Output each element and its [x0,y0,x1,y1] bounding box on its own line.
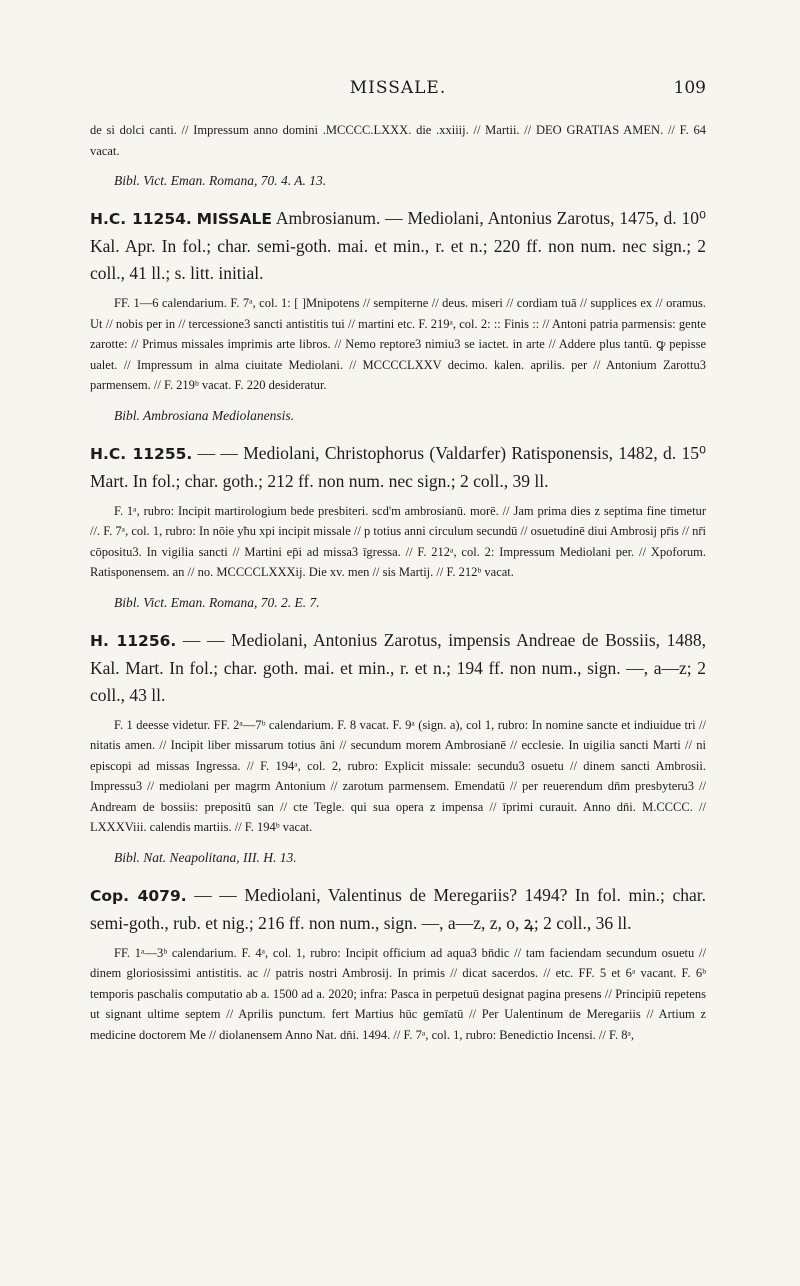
entry-heading-text: — — Mediolani, Valentinus de Meregariis? 1494? In fol. min.; char. semi-goth., rub. et nig.; 216 ff. non num., sign. —, a—z, z, o, ꝝ; 2 coll., 36 ll. [90,884,707,933]
entry-ref: H.C. 11254. [90,210,192,228]
intro-bibl: Bibl. Vict. Eman. Romana, 70. 4. A. 13. [114,173,327,188]
entry-bibl: Bibl. Vict. Eman. Romana, 70. 2. E. 7. [114,594,320,610]
intro-text: de si dolci canti. // Impressum anno domini .MCCCC.LXXX. die .xxiiij. // Martii. // DEO GRATIAS AMEN. // F. 64 vacat. [90,123,706,158]
entry-heading [90,440,706,495]
entry-description: FF. 1—6 calendarium. F. 7ᵃ, col. 1: [ ]Mnipotens // sempiterne // deus. miseri // cordiam tuā // supplices ex // oramus. Ut // nobis per in // tercessione3 sancti antistitis tui // martini etc. F. 219ᵃ, col. 2: :: Finis :: // Antoni patria parmensis: gente zarotte: // Primus missales imprimis arte libros. // Nemo reptore3 nimiu3 se iactet. in arte // Addere plus tantū. ꝙ pepisse ualet. // Impressum in alma ciuitate Mediolani. // MCCCCLXXV decimo. kalen. aprilis. per // Antonium Zarottu3 parmensem. // F. 219ᵇ vacat. F. 220 desideratur. [90,296,706,392]
entry [90,205,706,426]
running-title: MISSALE. [349,78,447,98]
entry-heading [90,882,706,937]
entry-ref: H.C. 11255. [90,444,193,463]
page-header [90,78,706,102]
entry-heading [90,627,706,709]
entry-bibl: Bibl. Nat. Neapolitana, III. H. 13. [114,849,297,865]
entry-keyword: MISSALE [196,210,272,228]
entry-heading-text: — — Mediolani, Christophorus (Valdarfer) Ratisponensis, 1482, d. 15⁰ Mart. In fol.; char. goth.; 212 ff. non num. nec sign.; 2 coll., 39 ll. [90,442,707,491]
entry-bibl: Bibl. Ambrosiana Mediolanensis. [114,407,294,423]
entry [90,627,706,868]
page-number: 109 [673,78,706,98]
entry-heading-text: — — Mediolani, Antonius Zarotus, impensis Andreae de Bossiis, 1488, Kal. Mart. In fol.; char. goth. mai. et min., r. et n.; 194 ff. non num., sign. —, a—z; 2 coll., 43 ll. [90,629,707,705]
entry-description: FF. 1ᵃ—3ᵇ calendarium. F. 4ᵃ, col. 1, rubro: Incipit officium ad aqua3 bn̄dic // tam faciendam secundum osuetu // dinem gloriosissimi antistitis. ac // patris nostri Ambrosij. In primis // dicat sacerdos. // etc. FF. 5 et 6ᵃ vacant. F. 6ᵇ temporis paschalis computatio ab a. 1500 ad a. 2020; infra: Pasca in perpetuū designat pagina presens // Principiū repetens ut signant ultime septem // Aprilis punctum. fert Martius hūc gemīatū // Per Ualentinum de Meregariis // Artium z medicine doctorem Me // diolanensem Anno Nat. dn̄i. 1494. // F. 7ᵃ, col. 1, rubro: Benedictio Incensi. // F. 8ᵃ, [90,945,706,1042]
entry-heading-text: Ambrosianum. — Mediolani, Antonius Zarotus, 1475, d. 10⁰ Kal. Apr. In fol.; char. semi-goth. mai. et min., r. et n.; 220 ff. non num. nec sign.; 2 coll., 41 ll.; s. litt. initial. [90,208,706,283]
entry-description: F. 1 deesse videtur. FF. 2ᵃ—7ᵇ calendarium. F. 8 vacat. F. 9ᵃ (sign. a), col 1, rubro: In nomine sancte et indiuidue tri // nitatis amen. // Incipit liber missarum totius āni // secundum morem Ambrosianē // ecclesie. In uigilia sancti Marti // ni episcopi ad missas Ingressa. // F. 194ᵃ, col. 2, rubro: Explicit missale: secundu3 osuetu // dinem sancti Ambrosii. Impressu3 // mediolani per magrm Antonium // zarotum parmensem. Emendatū // per reuerendum dn̄m presbyteru3 // Andream de bossiis: prepositū san // cte Tegle. qui sua opera z impensa // īprimi curauit. Anno dn̄i. M.CCCC. // LXXXViii. calendis martiis. // F. 194ᵇ vacat. [90,717,706,834]
entry-heading [90,205,706,287]
entry-ref: Cop. 4079. [90,886,187,905]
page-content [90,120,706,1045]
entry-ref: H. 11256. [90,631,177,650]
entry [90,882,706,1046]
entry-description: F. 1ᵃ, rubro: Incipit martirologium bede presbiteri. scd'm ambrosianū. morē. // Jam prima dies z septima fine timetur //. F. 7ᵃ, col. 1, rubro: In nōie yħu xpi incipit missale // p totius anni circulum secundū // osuetudinē diui Ambrosij pr̄is // nr̄i cōpositu3. In vigilia sancti // Martini ep̄i ad missa3 īgressa. // F. 212ᵃ, col. 2: Impressum Mediolani per. // Xpoforum. Ratisponensem. an // no. MCCCCLXXXij. Die xv. men // sis Martij. // F. 212ᵇ vacat. [90,503,706,579]
entry [90,440,706,613]
